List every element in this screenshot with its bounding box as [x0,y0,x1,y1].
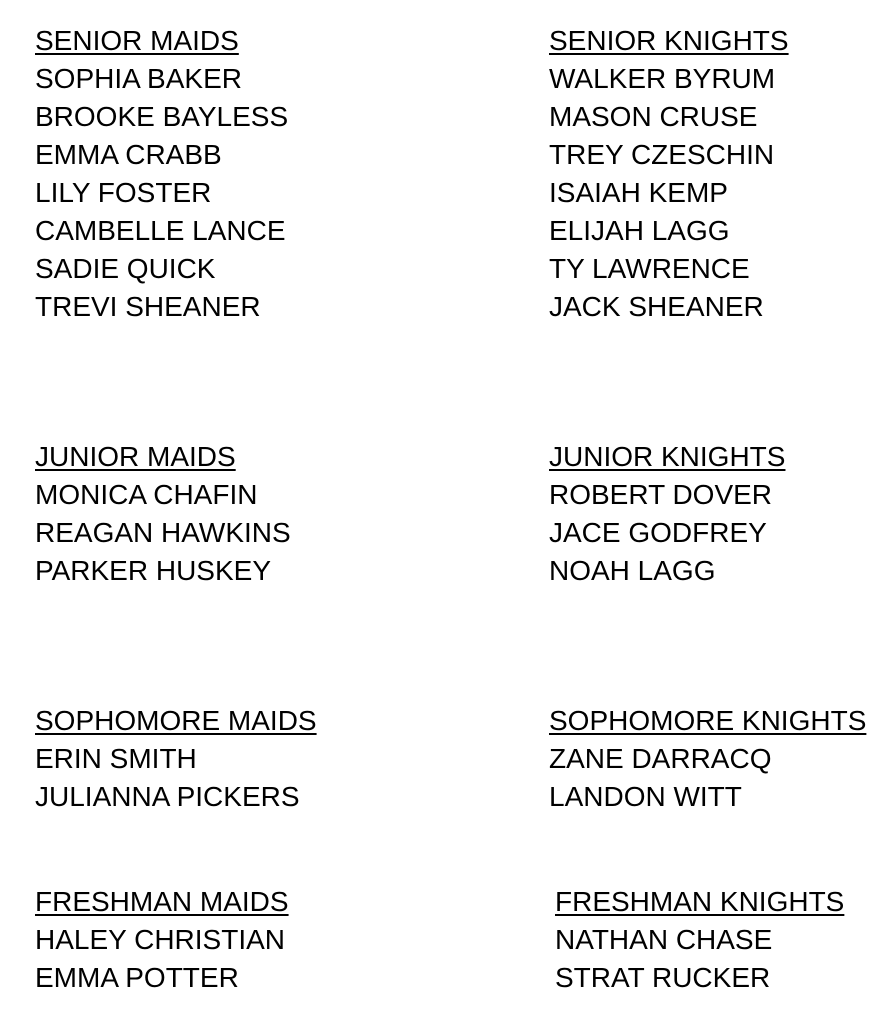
sophomore-knights-heading: SOPHOMORE KNIGHTS [549,705,867,736]
senior-knights-heading: SENIOR KNIGHTS [549,25,789,56]
sophomore-knights-section [549,702,866,816]
list-item: ELIJAH LAGG [549,215,730,246]
junior-knights-heading: JUNIOR KNIGHTS [549,441,786,472]
list-item: EMMA POTTER [35,962,239,993]
freshman-maids-heading: FRESHMAN MAIDS [35,886,289,917]
freshman-maids-list [35,921,289,997]
junior-maids-section [35,438,291,590]
sophomore-maids-section [35,702,317,816]
list-item: ERIN SMITH [35,743,197,774]
junior-maids-heading: JUNIOR MAIDS [35,441,236,472]
junior-knights-section [549,438,785,590]
senior-maids-heading: SENIOR MAIDS [35,25,239,56]
list-item: WALKER BYRUM [549,63,776,94]
list-item: PARKER HUSKEY [35,555,271,586]
junior-knights-list [549,476,785,590]
junior-maids-list [35,476,291,590]
freshman-knights-heading: FRESHMAN KNIGHTS [555,886,845,917]
freshman-knights-list [555,921,844,997]
senior-maids-section [35,22,288,326]
list-item: EMMA CRABB [35,139,222,170]
sophomore-maids-list [35,740,317,816]
list-item: NOAH LAGG [549,555,716,586]
senior-maids-list [35,60,288,326]
list-item: JACK SHEANER [549,291,764,322]
list-item: TREVI SHEANER [35,291,261,322]
list-item: SOPHIA BAKER [35,63,242,94]
list-item: BROOKE BAYLESS [35,101,289,132]
list-item: ZANE DARRACQ [549,743,772,774]
list-item: NATHAN CHASE [555,924,773,955]
list-item: MASON CRUSE [549,101,758,132]
list-item: ISAIAH KEMP [549,177,728,208]
list-item: CAMBELLE LANCE [35,215,286,246]
list-item: JULIANNA PICKERS [35,781,300,812]
sophomore-knights-list [549,740,866,816]
freshman-maids-section [35,883,289,997]
list-item: TREY CZESCHIN [549,139,775,170]
list-item: REAGAN HAWKINS [35,517,291,548]
list-item: SADIE QUICK [35,253,216,284]
senior-knights-list [549,60,789,326]
list-item: STRAT RUCKER [555,962,771,993]
list-item: JACE GODFREY [549,517,767,548]
freshman-knights-section [555,883,844,997]
sophomore-maids-heading: SOPHOMORE MAIDS [35,705,317,736]
list-item: ROBERT DOVER [549,479,773,510]
list-item: LILY FOSTER [35,177,212,208]
list-item: MONICA CHAFIN [35,479,258,510]
list-item: LANDON WITT [549,781,742,812]
list-item: TY LAWRENCE [549,253,750,284]
senior-knights-section [549,22,789,326]
list-item: HALEY CHRISTIAN [35,924,285,955]
